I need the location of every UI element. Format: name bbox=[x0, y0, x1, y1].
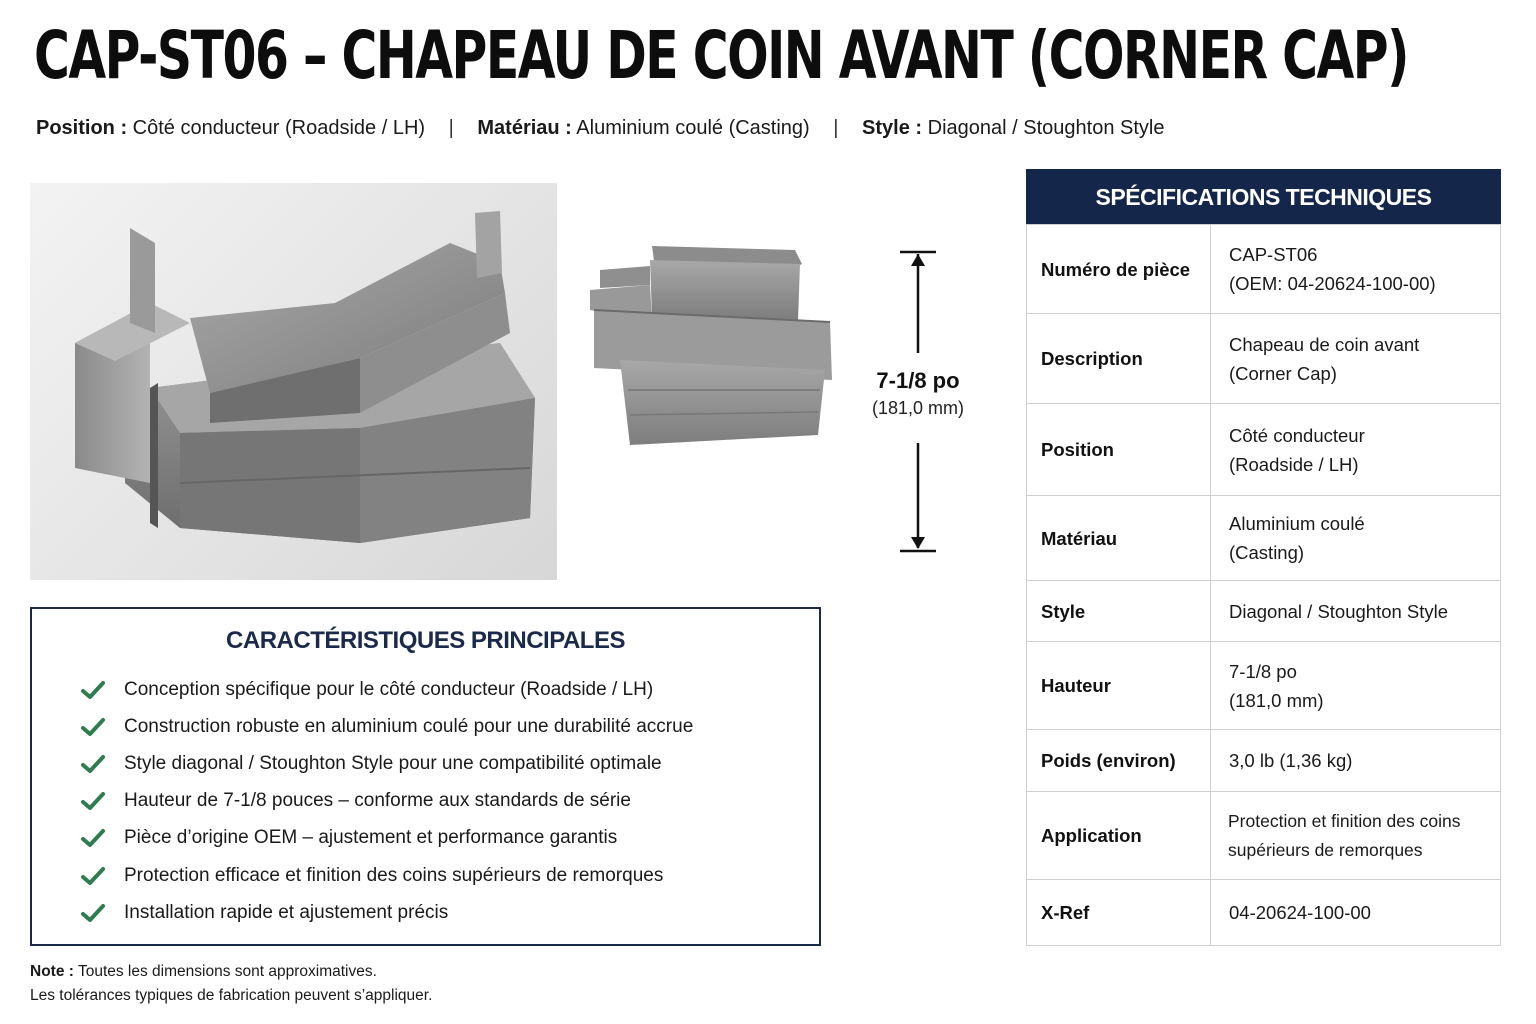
product-photo-side bbox=[580, 240, 842, 460]
feature-text: Protection efficace et finition des coins supérieurs de remorques bbox=[124, 864, 664, 886]
feature-text: Construction robuste en aluminium coulé pour une durabilité accrue bbox=[124, 715, 694, 737]
spec-key: Matériau bbox=[1027, 496, 1211, 581]
corner-cap-side-illustration bbox=[580, 240, 842, 460]
spec-value-line: (Roadside / LH) bbox=[1229, 453, 1359, 475]
spec-key: X-Ref bbox=[1027, 880, 1211, 946]
list-item bbox=[80, 671, 693, 708]
spec-value: 3,0 lb (1,36 kg) bbox=[1211, 730, 1501, 792]
dimension-label bbox=[848, 366, 988, 420]
features-box bbox=[30, 607, 821, 946]
summary-line bbox=[36, 114, 1164, 142]
list-item bbox=[80, 857, 693, 894]
table-row bbox=[1027, 880, 1501, 946]
separator: | bbox=[833, 117, 839, 139]
position-value: Côté conducteur (Roadside / LH) bbox=[132, 117, 426, 139]
dimension-metric: (181,0 mm) bbox=[871, 398, 965, 418]
specs-table bbox=[1026, 224, 1501, 946]
spec-key: Position bbox=[1027, 404, 1211, 496]
spec-value bbox=[1211, 225, 1501, 314]
check-icon bbox=[80, 716, 106, 738]
check-icon bbox=[80, 790, 106, 812]
spec-value-line: Protection et finition des coins bbox=[1228, 810, 1461, 831]
list-item bbox=[80, 820, 693, 857]
spec-value-line: supérieurs de remorques bbox=[1228, 839, 1423, 860]
spec-value bbox=[1211, 792, 1501, 880]
feature-text: Installation rapide et ajustement précis bbox=[124, 901, 449, 923]
spec-value bbox=[1211, 496, 1501, 581]
table-row bbox=[1027, 730, 1501, 792]
spec-value-line: (OEM: 04-20624-100-00) bbox=[1229, 273, 1436, 294]
spec-value-line: (181,0 mm) bbox=[1229, 689, 1324, 711]
spec-value-line: (Corner Cap) bbox=[1229, 362, 1337, 384]
dimension-value: 7-1/8 po bbox=[876, 368, 960, 393]
table-row bbox=[1027, 404, 1501, 496]
feature-text: Style diagonal / Stoughton Style pour une compatibilité optimale bbox=[124, 752, 662, 774]
separator: | bbox=[448, 117, 454, 139]
check-icon bbox=[80, 865, 106, 887]
position-label: Position : bbox=[36, 117, 128, 139]
spec-value-line: 7-1/8 po bbox=[1229, 660, 1297, 682]
style-value: Diagonal / Stoughton Style bbox=[927, 117, 1165, 139]
spec-key: Application bbox=[1027, 792, 1211, 880]
check-icon bbox=[80, 753, 106, 775]
style-label: Style : bbox=[862, 117, 923, 139]
footnote bbox=[30, 960, 432, 1008]
spec-key: Description bbox=[1027, 314, 1211, 404]
note-line-1: Toutes les dimensions sont approximatives. bbox=[77, 963, 377, 980]
specs-heading: SPÉCIFICATIONS TECHNIQUES bbox=[1026, 169, 1501, 224]
list-item bbox=[80, 783, 693, 820]
spec-key: Numéro de pièce bbox=[1027, 225, 1211, 314]
table-row bbox=[1027, 496, 1501, 581]
table-row bbox=[1027, 581, 1501, 642]
spec-value-line: Chapeau de coin avant bbox=[1229, 333, 1420, 355]
spec-value-line: (Casting) bbox=[1229, 542, 1305, 563]
spec-value bbox=[1211, 642, 1501, 730]
spec-key: Poids (environ) bbox=[1027, 730, 1211, 792]
feature-text: Hauteur de 7-1/8 pouces – conforme aux standards de série bbox=[124, 790, 631, 812]
spec-value bbox=[1211, 314, 1501, 404]
spec-key: Hauteur bbox=[1027, 642, 1211, 730]
spec-value-line: Aluminium coulé bbox=[1229, 513, 1365, 534]
spec-value bbox=[1211, 404, 1501, 496]
product-photo-main bbox=[30, 183, 557, 580]
page-title: CAP-ST06 – CHAPEAU DE COIN AVANT (CORNER CAP) bbox=[34, 17, 1408, 94]
spec-value-line: Côté conducteur bbox=[1229, 424, 1365, 446]
check-icon bbox=[80, 902, 106, 924]
feature-text: Conception spécifique pour le côté conducteur (Roadside / LH) bbox=[124, 678, 654, 700]
list-item bbox=[80, 745, 693, 782]
check-icon bbox=[80, 679, 106, 701]
features-heading: CARACTÉRISTIQUES PRINCIPALES bbox=[226, 627, 625, 654]
list-item bbox=[80, 894, 693, 931]
spec-value: 04-20624-100-00 bbox=[1211, 880, 1501, 946]
spec-key: Style bbox=[1027, 581, 1211, 642]
material-label: Matériau : bbox=[477, 117, 572, 139]
feature-text: Pièce d’origine OEM – ajustement et performance garantis bbox=[124, 827, 618, 849]
spec-value-line: CAP-ST06 bbox=[1229, 244, 1318, 265]
list-item bbox=[80, 708, 693, 745]
table-row bbox=[1027, 225, 1501, 314]
note-line-2: Les tolérances typiques de fabrication peuvent s’appliquer. bbox=[30, 987, 433, 1004]
table-row bbox=[1027, 314, 1501, 404]
note-label: Note : bbox=[30, 963, 74, 980]
material-value: Aluminium coulé (Casting) bbox=[576, 117, 810, 139]
table-row bbox=[1027, 792, 1501, 880]
corner-cap-illustration bbox=[30, 183, 557, 580]
spec-value: Diagonal / Stoughton Style bbox=[1211, 581, 1501, 642]
features-list bbox=[80, 671, 693, 931]
check-icon bbox=[80, 827, 106, 849]
table-row bbox=[1027, 642, 1501, 730]
specs-panel bbox=[1026, 169, 1501, 946]
